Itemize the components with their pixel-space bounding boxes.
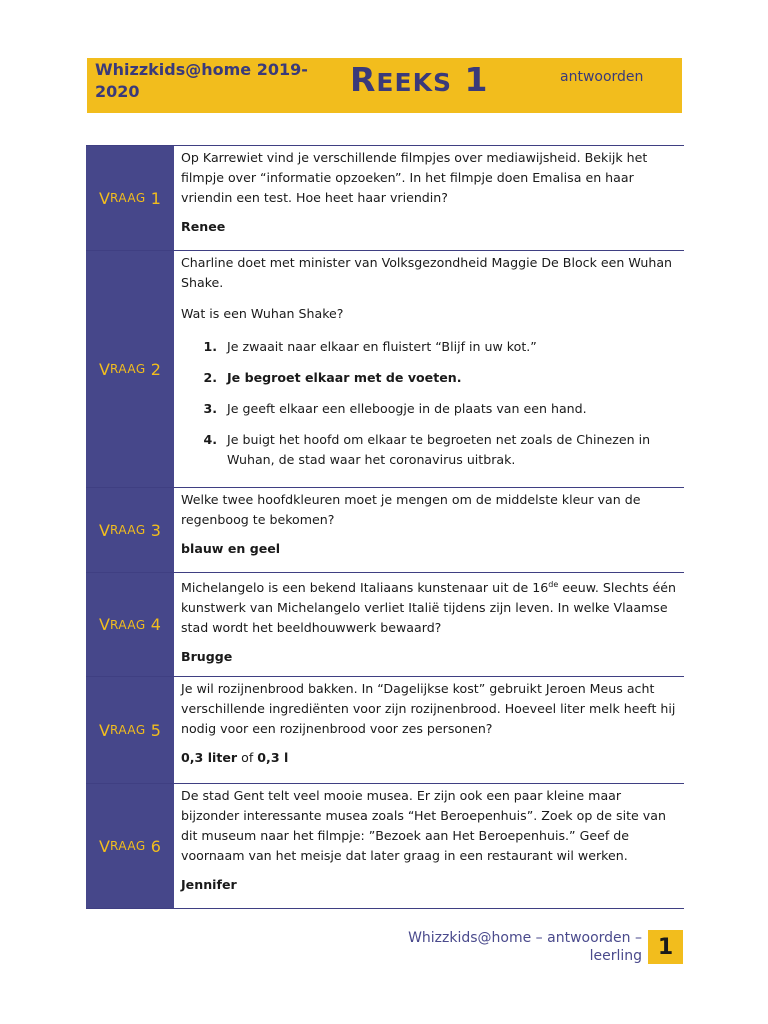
option-item: 3. Je geeft elkaar een elleboogje in de plaats van een hand. — [203, 401, 587, 416]
question-row-2 — [86, 250, 684, 487]
option-item: 1. Je zwaait naar elkaar en fluistert “Blijf in uw kot.” — [203, 339, 537, 354]
question-label-5: V RAAG 5 — [86, 677, 174, 783]
question-content-3 — [174, 488, 684, 572]
answer-text: Jennifer — [181, 877, 237, 892]
question-text: Charline doet met minister van Volksgezondheid Maggie De Block een Wuhan Shake. — [181, 255, 673, 290]
question-text: Welke twee hoofdkleuren moet je mengen om de middelste kleur van de regenboog te bekomen? — [181, 492, 641, 527]
question-label-1: V RAAG 1 — [86, 146, 174, 250]
page-footer — [360, 929, 642, 965]
header-subtitle: antwoorden — [560, 69, 644, 85]
header-title: REEKS 1 — [350, 60, 489, 99]
question-row-5 — [86, 676, 684, 783]
options-list — [181, 337, 678, 470]
question-row-4 — [86, 572, 684, 676]
question-content-4 — [174, 573, 684, 676]
questions-table — [86, 145, 684, 909]
question-row-6 — [86, 783, 684, 909]
option-item: 4. Je buigt het hoofd om elkaar te begroeten net zoals de Chinezen in Wuhan, de stad waar het coronavirus uitbrak. — [203, 432, 651, 467]
question-text: Je wil rozijnenbrood bakken. In “Dagelijkse kost” gebruikt Jeroen Meus acht verschillende ingrediënten voor zijn rozijnenbrood. Hoeveel liter melk heeft hij nodig voor een rozijnenbrood voor zes personen? — [181, 681, 676, 736]
page-header — [87, 58, 682, 113]
answer-text: Brugge — [181, 649, 233, 665]
question-content-6 — [174, 784, 684, 908]
question-row-3 — [86, 487, 684, 572]
question-content-5 — [174, 677, 684, 783]
question-text: Michelangelo is een bekend Italiaans kunstenaar uit de 16de eeuw. Slechts één kunstwerk van Michelangelo verliet Italië tijdens zijn leven. In welke Vlaamse stad wordt het beeldhouwwerk bewaard? — [181, 580, 677, 636]
question-label-6: V RAAG 6 — [86, 784, 174, 908]
answer-text: Renee — [181, 219, 226, 234]
option-item-correct: 2. Je begroet elkaar met de voeten. — [203, 370, 462, 385]
question-label-4: V RAAG 4 — [86, 573, 174, 676]
question-label-3: V RAAG 3 — [86, 488, 174, 572]
answer-text: blauw en geel — [181, 541, 281, 556]
question-text: De stad Gent telt veel mooie musea. Er zijn ook een paar kleine maar bijzonder interessante musea zoals “Het Beroepenhuis”. Zoek op de site van dit museum naar het filmpje: ”Bezoek aan Het Beroepenhuis.” Geef de voornaam van het meisje dat later graag in een restaurant wil werken. — [181, 788, 666, 863]
question-row-1 — [86, 145, 684, 250]
question-content-2 — [174, 251, 684, 487]
answer-text: 0,3 liter of 0,3 l — [181, 750, 289, 765]
question-label-2: V RAAG 2 — [86, 251, 174, 487]
footer-text-line2: leerling — [589, 948, 642, 964]
page-number: 1 — [648, 930, 683, 964]
question-content-1 — [174, 146, 684, 250]
footer-text-line1: Whizzkids@home – antwoorden – — [408, 930, 642, 946]
question-text: Op Karrewiet vind je verschillende filmpjes over mediawijsheid. Bekijk het filmpje over “informatie opzoeken”. In het filmpje doen Emalisa en haar vriendin een test. Hoe heet haar vriendin? — [181, 150, 648, 205]
header-brand: Whizzkids@home 2019-2020 — [95, 60, 308, 101]
question-subtext: Wat is een Wuhan Shake? — [181, 306, 344, 321]
